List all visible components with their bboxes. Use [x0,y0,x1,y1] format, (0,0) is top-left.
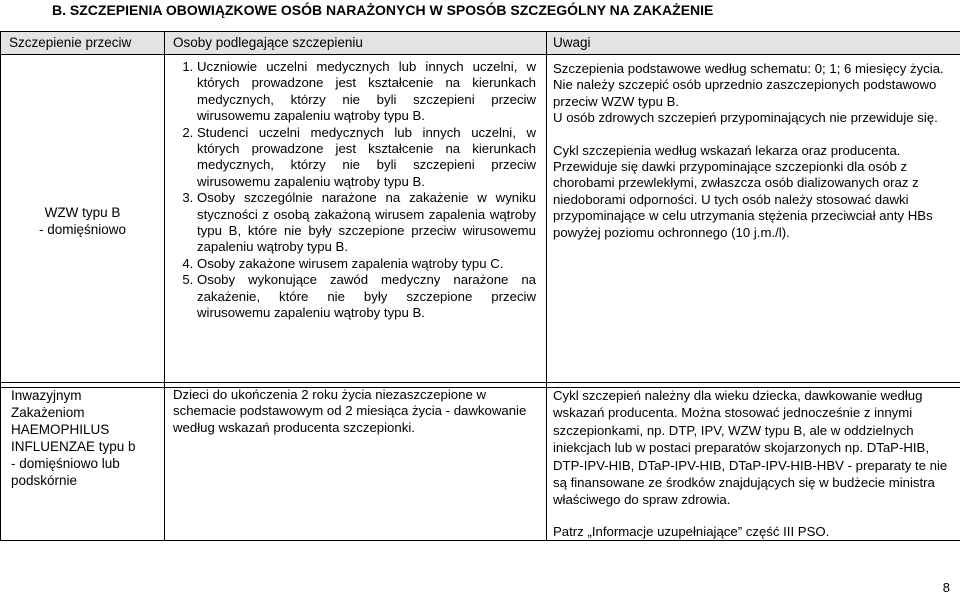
persons-cell [165,55,547,388]
section-title: B. SZCZEPIENIA OBOWIĄZKOWE OSÓB NARAŻONYCH W SPOSÓB SZCZEGÓLNY NA ZAKAŻENIE [52,2,714,18]
vaccine-route: - domięśniowo [38,222,127,237]
table-header-row [1,32,960,55]
notes-paragraph: Szczepienia podstawowe według schematu: 0; 1; 6 miesięcy życia. Nie należy szczepić osób uprzednio zaszczepionych podstawowo przeciw WZW typu B. [553,61,944,109]
page-number: 8 [942,580,950,595]
list-item: 3. Osoby szczególnie narażone na zakażenie w wyniku styczności z osobą zakażoną wirusem zapalenia wątroby typu B, które nie były szczepione przeciw wirusowemu zapaleniu wątroby typu B. [197,190,536,256]
header-notes: Uwagi [547,32,960,55]
vaccination-table-wzw [0,31,960,388]
notes-cell [547,55,960,388]
persons-text: Dzieci do ukończenia 2 roku życia niezaszczepione w schemacie podstawowym od 2 miesiąca życia - dawkowanie według wskazań producenta szczepionki. [173,387,527,435]
vaccine-cell [1,55,165,388]
vaccine-cell [1,383,165,541]
vaccine-name-line: Zakażeniom [11,405,85,420]
notes-paragraph: Cykl szczepień należny dla wieku dziecka, dawkowanie według wskazań producenta. Można stosować jednocześnie z innymi szczepionkami, np. DTP, IPV, WZW typu B, ale w oddzielnych iniekcjach lub w postaci preparatów skojarzonych np. DTaP-HIB, DTP-IPV-HIB, DTaP-IPV-HIB, DTaP-IPV-HIB-HBV - preparaty te nie są finansowane ze środków znajdujących się w budżecie ministra właściwego do spraw zdrowia. [553,388,948,508]
list-item: 4. Osoby zakażone wirusem zapalenia wątroby typu C. [197,256,536,272]
list-item: 5. Osoby wykonujące zawód medyczny narażone na zakażenie, które nie były szczepione przeciw wirusowemu zapaleniu wątroby typu B. [197,272,536,321]
list-item: 2. Studenci uczelni medycznych lub innych uczelni, w których prowadzone jest kształcenie na kierunkach medycznych, którzy nie byli szczepieni przeciw wirusowemu zapaleniu wątroby typu B. [197,125,536,191]
notes-paragraph: Patrz „Informacje uzupełniające” część III PSO. [553,523,830,539]
notes-cell [547,383,960,541]
vaccine-name-line: podskórnie [11,473,78,488]
vaccine-name: WZW typu B [44,205,121,220]
notes-paragraph: Cykl szczepienia według wskazań lekarza oraz producenta. Przewiduje się dawki przypominające szczepionki dla osób z chorobami przewlekłymi, zwłaszcza osób dializowanych oraz z niedoborami odporności. U tych osób należy stosować dawki przypominające w celu utrzymania stężenia przeciwciał anty HBs powyżej poziomu ochronnego (10 j.m./l). [553,142,933,240]
persons-list [179,59,536,322]
notes-paragraph: U osób zdrowych szczepień przypominających nie przewiduje się. [553,110,938,126]
persons-cell [165,383,547,541]
vaccine-name-line: Inwazyjnym [11,388,82,403]
vaccination-table-hib [0,382,960,541]
vaccine-name-line: HAEMOPHILUS [11,422,110,437]
table-row [1,383,960,541]
vaccine-name-line: INFLUENZAE typu b [11,439,136,454]
table-row [1,55,960,388]
list-item: 1. Uczniowie uczelni medycznych lub innych uczelni, w których prowadzone jest kształcenie na kierunkach medycznych, którzy nie byli szczepieni przeciw wirusowemu zapaleniu wątroby typu B. [197,59,536,125]
header-persons: Osoby podlegające szczepieniu [165,32,547,55]
vaccine-name-line: - domięśniowo lub [11,456,120,471]
header-vaccine: Szczepienie przeciw [1,32,165,55]
